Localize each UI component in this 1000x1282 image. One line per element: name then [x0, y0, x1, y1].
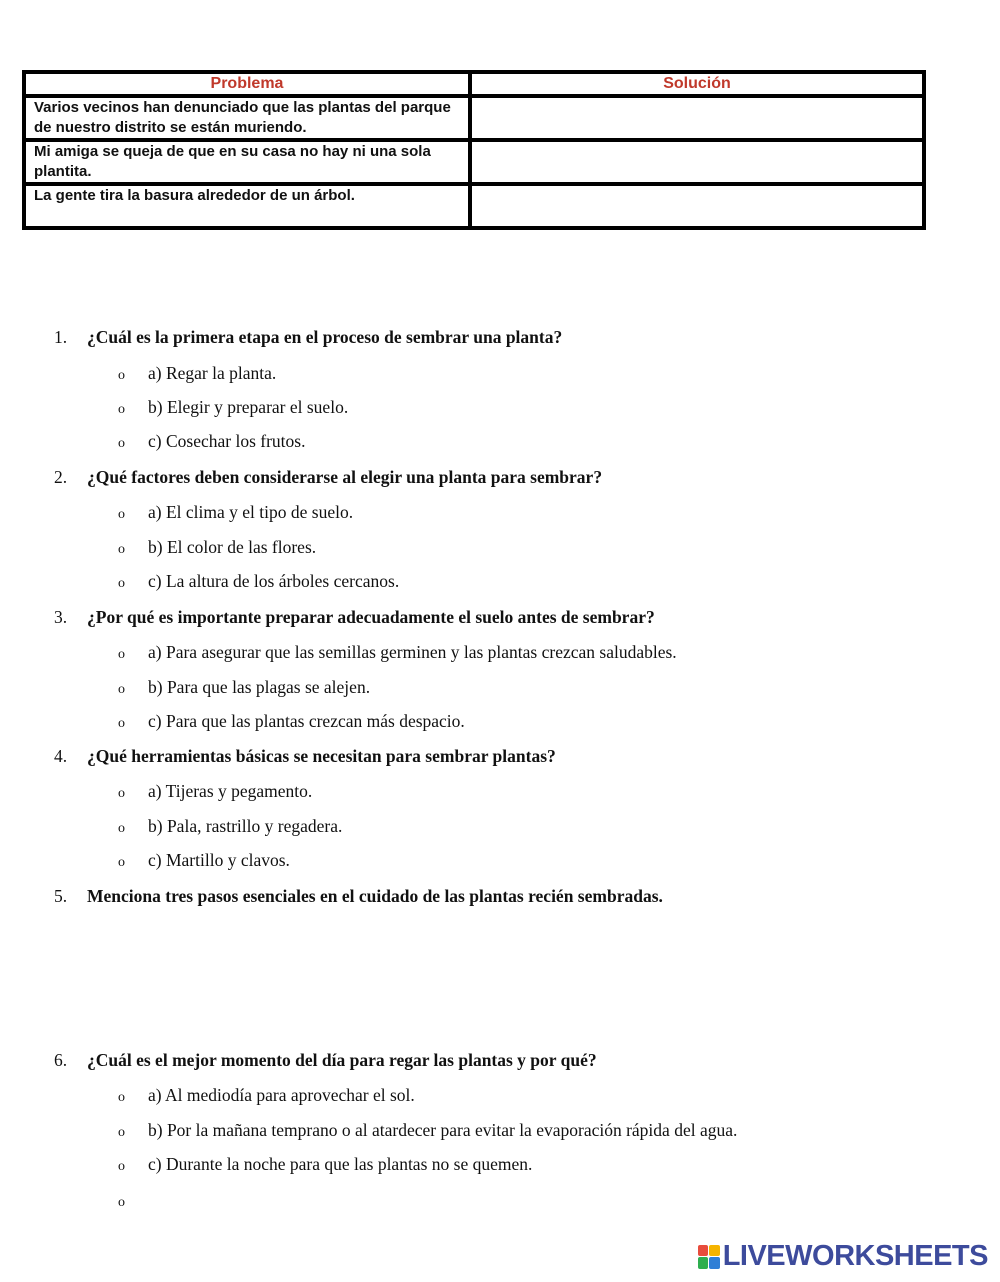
option-item[interactable] [118, 816, 342, 837]
problem-solution-table [22, 70, 926, 230]
option-item[interactable] [118, 1190, 148, 1211]
option-item[interactable] [118, 711, 465, 732]
bullet-icon: o [118, 1125, 125, 1140]
solution-input-cell[interactable] [470, 96, 924, 140]
question-number: 5. [54, 886, 68, 906]
option-item[interactable] [118, 1085, 415, 1106]
question-number: 6. [54, 1050, 68, 1070]
question-2 [54, 467, 602, 488]
solution-input-cell[interactable] [470, 140, 924, 184]
question-text: ¿Cuál es la primera etapa en el proceso de sembrar una planta? [87, 327, 563, 347]
table-row [24, 140, 924, 184]
header-problema: Problema [24, 72, 470, 96]
question-text: Menciona tres pasos esenciales en el cuidado de las plantas recién sembradas. [87, 886, 663, 906]
logo-square-blue [709, 1257, 720, 1269]
option-item[interactable] [118, 571, 399, 592]
problem-cell: Mi amiga se queja de que en su casa no hay ni una sola plantita. [24, 140, 470, 184]
bullet-icon: o [118, 542, 125, 557]
liveworksheets-logo-icon [698, 1245, 720, 1269]
bullet-icon: o [118, 507, 125, 522]
option-text: a) Al mediodía para aprovechar el sol. [148, 1085, 415, 1105]
table-header-row [24, 72, 924, 96]
option-text: a) El clima y el tipo de suelo. [148, 502, 354, 522]
option-text: c) Para que las plantas crezcan más despacio. [148, 711, 465, 731]
option-text: c) Cosechar los frutos. [148, 431, 306, 451]
question-6 [54, 1050, 597, 1071]
option-item[interactable] [118, 781, 312, 802]
bullet-icon: o [118, 402, 125, 417]
question-3 [54, 607, 655, 628]
option-item[interactable] [118, 537, 316, 558]
bullet-icon: o [118, 716, 125, 731]
solution-input-cell[interactable] [470, 184, 924, 228]
question-number: 4. [54, 746, 68, 766]
option-text: b) Elegir y preparar el suelo. [148, 397, 349, 417]
question-text: ¿Por qué es importante preparar adecuadamente el suelo antes de sembrar? [87, 607, 655, 627]
option-item[interactable] [118, 1154, 532, 1175]
bullet-icon: o [118, 821, 125, 836]
bullet-icon: o [118, 855, 125, 870]
option-item[interactable] [118, 397, 348, 418]
option-text: a) Tijeras y pegamento. [148, 781, 313, 801]
question-text: ¿Qué factores deben considerarse al elegir una planta para sembrar? [87, 467, 603, 487]
option-item[interactable] [118, 677, 370, 698]
question-1 [54, 327, 562, 348]
option-text: b) Por la mañana temprano o al atardecer para evitar la evaporación rápida del agua. [148, 1120, 738, 1140]
question-5 [54, 886, 663, 907]
option-text: c) Martillo y clavos. [148, 850, 290, 870]
bullet-icon: o [118, 647, 125, 662]
option-item[interactable] [118, 850, 290, 871]
option-text: a) Para asegurar que las semillas germinen y las plantas crezcan saludables. [148, 642, 677, 662]
bullet-icon: o [118, 786, 125, 801]
header-solucion: Solución [470, 72, 924, 96]
option-text: b) Para que las plagas se alejen. [148, 677, 371, 697]
logo-square-yellow [709, 1245, 720, 1257]
logo-text: LIVEWORKSHEETS [722, 1240, 988, 1272]
bullet-icon: o [118, 1159, 125, 1174]
option-text: c) Durante la noche para que las plantas no se quemen. [148, 1154, 533, 1174]
bullet-icon: o [118, 682, 125, 697]
bullet-icon: o [118, 436, 125, 451]
logo-square-red [698, 1245, 709, 1257]
option-text: c) La altura de los árboles cercanos. [148, 571, 400, 591]
bullet-icon: o [118, 368, 125, 383]
question-text: ¿Cuál es el mejor momento del día para regar las plantas y por qué? [87, 1050, 597, 1070]
bullet-icon: o [118, 1090, 125, 1105]
option-item[interactable] [118, 363, 276, 384]
option-item[interactable] [118, 431, 305, 452]
bullet-icon: o [118, 1195, 125, 1210]
table-row [24, 184, 924, 228]
answer-area[interactable] [88, 915, 928, 1035]
question-text: ¿Qué herramientas básicas se necesitan para sembrar plantas? [87, 746, 556, 766]
question-4 [54, 746, 556, 767]
option-item[interactable] [118, 502, 353, 523]
option-item[interactable] [118, 1120, 737, 1141]
bullet-icon: o [118, 576, 125, 591]
question-number: 3. [54, 607, 68, 627]
logo-square-green [698, 1257, 709, 1269]
option-item[interactable] [118, 642, 677, 663]
option-text: a) Regar la planta. [148, 363, 277, 383]
question-number: 1. [54, 327, 68, 347]
problem-cell: Varios vecinos han denunciado que las plantas del parque de nuestro distrito se están muriendo. [24, 96, 470, 140]
question-number: 2. [54, 467, 68, 487]
option-text: b) El color de las flores. [148, 537, 317, 557]
problem-cell: La gente tira la basura alrededor de un árbol. [24, 184, 470, 228]
table-row [24, 96, 924, 140]
liveworksheets-logo[interactable] [698, 1240, 988, 1273]
option-text: b) Pala, rastrillo y regadera. [148, 816, 343, 836]
